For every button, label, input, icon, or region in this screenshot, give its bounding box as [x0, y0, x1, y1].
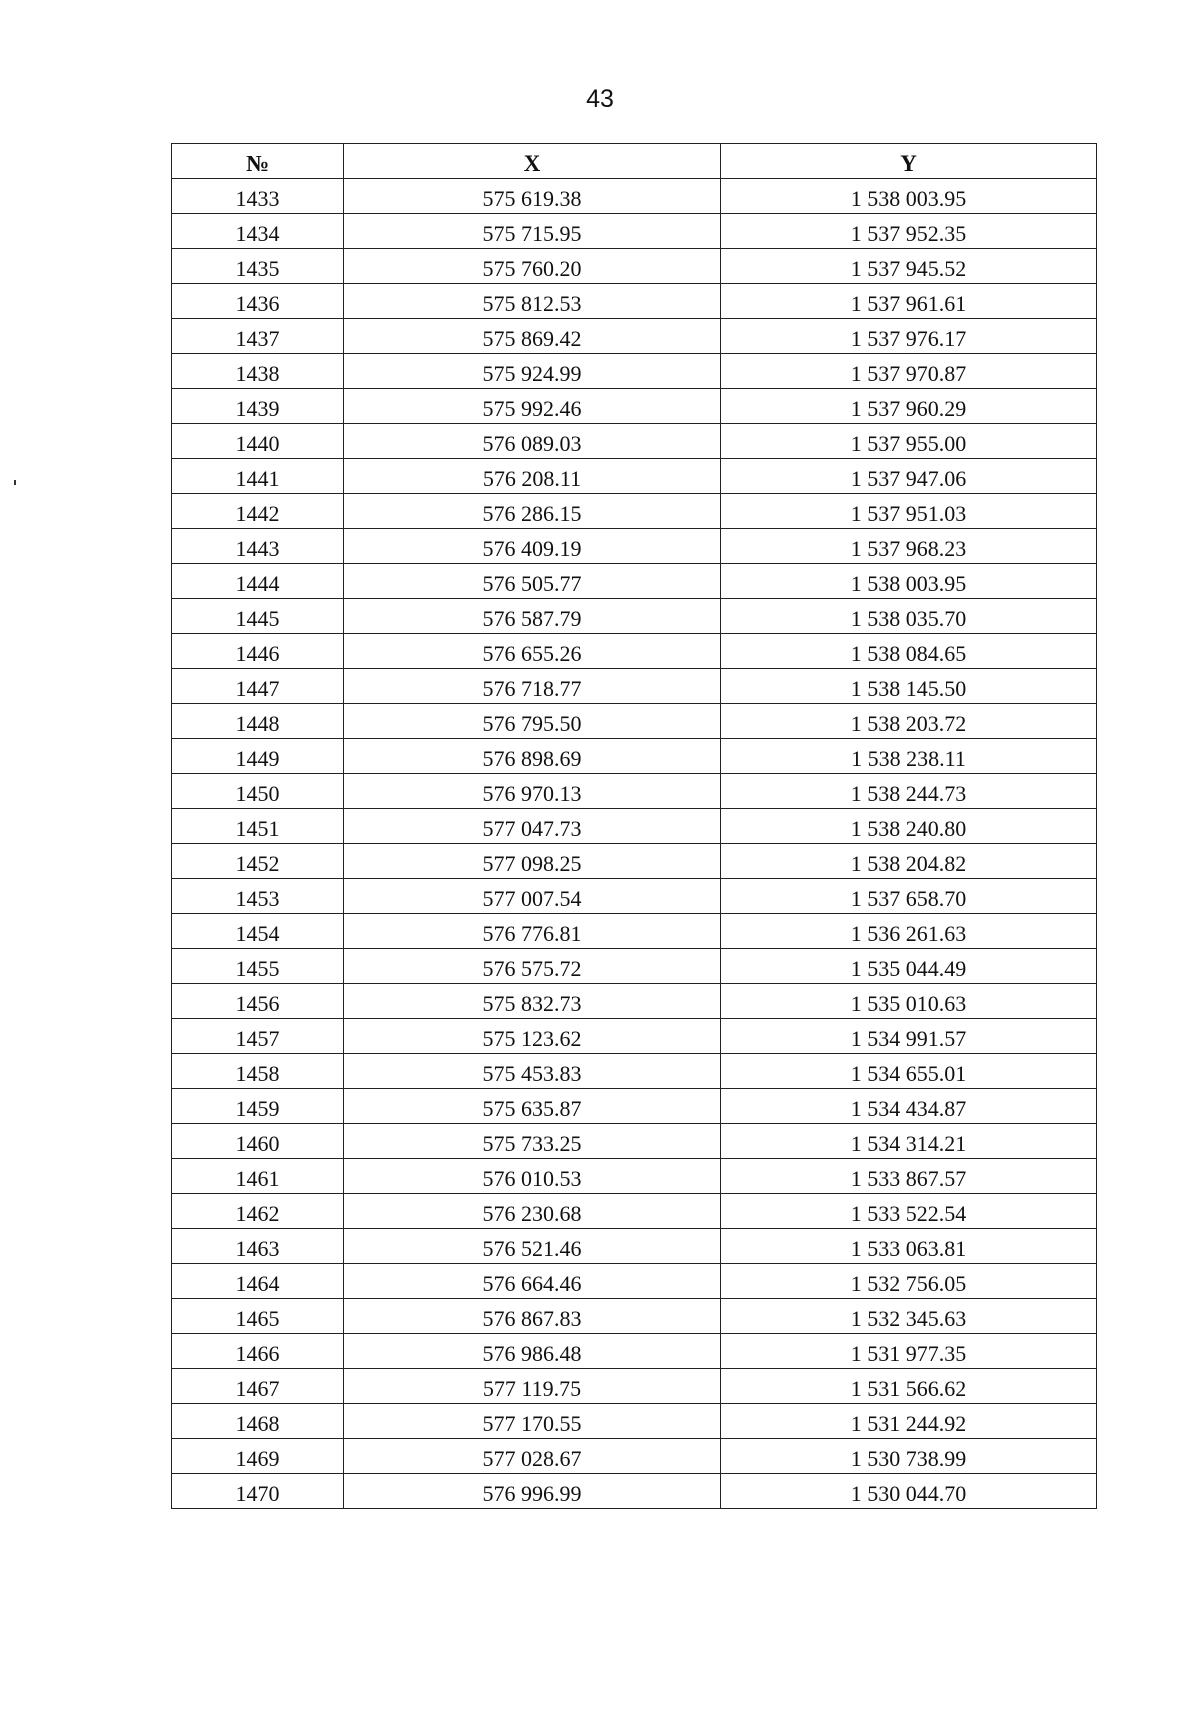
cell-number: 1464 — [172, 1264, 344, 1299]
cell-y: 1 538 204.82 — [721, 844, 1097, 879]
cell-number: 1457 — [172, 1019, 344, 1054]
table-row — [172, 459, 1097, 494]
cell-y: 1 534 991.57 — [721, 1019, 1097, 1054]
table-row — [172, 809, 1097, 844]
cell-x: 575 812.53 — [344, 284, 721, 319]
cell-x: 575 760.20 — [344, 249, 721, 284]
cell-x: 576 575.72 — [344, 949, 721, 984]
cell-number: 1446 — [172, 634, 344, 669]
cell-y: 1 538 003.95 — [721, 179, 1097, 214]
header-x: X — [344, 144, 721, 179]
table-row — [172, 1194, 1097, 1229]
cell-number: 1467 — [172, 1369, 344, 1404]
cell-number: 1469 — [172, 1439, 344, 1474]
cell-x: 575 924.99 — [344, 354, 721, 389]
cell-x: 577 098.25 — [344, 844, 721, 879]
cell-y: 1 538 203.72 — [721, 704, 1097, 739]
cell-y: 1 538 035.70 — [721, 599, 1097, 634]
table-row — [172, 1334, 1097, 1369]
cell-number: 1444 — [172, 564, 344, 599]
table-row — [172, 214, 1097, 249]
cell-number: 1453 — [172, 879, 344, 914]
cell-number: 1452 — [172, 844, 344, 879]
cell-x: 576 587.79 — [344, 599, 721, 634]
cell-y: 1 537 961.61 — [721, 284, 1097, 319]
table-row — [172, 179, 1097, 214]
table-row — [172, 1124, 1097, 1159]
cell-number: 1456 — [172, 984, 344, 1019]
cell-number: 1441 — [172, 459, 344, 494]
table-row — [172, 634, 1097, 669]
coordinates-table — [171, 143, 1097, 1509]
cell-number: 1439 — [172, 389, 344, 424]
table-row — [172, 1404, 1097, 1439]
cell-x: 576 996.99 — [344, 1474, 721, 1509]
cell-x: 576 970.13 — [344, 774, 721, 809]
cell-x: 577 028.67 — [344, 1439, 721, 1474]
cell-x: 575 715.95 — [344, 214, 721, 249]
cell-x: 575 992.46 — [344, 389, 721, 424]
cell-x: 575 619.38 — [344, 179, 721, 214]
cell-number: 1451 — [172, 809, 344, 844]
table-row — [172, 529, 1097, 564]
table-header — [172, 144, 1097, 179]
cell-x: 576 010.53 — [344, 1159, 721, 1194]
cell-number: 1442 — [172, 494, 344, 529]
cell-number: 1449 — [172, 739, 344, 774]
cell-x: 577 119.75 — [344, 1369, 721, 1404]
cell-x: 576 505.77 — [344, 564, 721, 599]
cell-x: 576 208.11 — [344, 459, 721, 494]
header-number: № — [172, 144, 344, 179]
cell-x: 576 230.68 — [344, 1194, 721, 1229]
cell-number: 1437 — [172, 319, 344, 354]
cell-y: 1 534 655.01 — [721, 1054, 1097, 1089]
table-row — [172, 599, 1097, 634]
cell-y: 1 538 145.50 — [721, 669, 1097, 704]
cell-y: 1 532 345.63 — [721, 1299, 1097, 1334]
table-body — [172, 179, 1097, 1509]
cell-x: 576 286.15 — [344, 494, 721, 529]
table-row — [172, 354, 1097, 389]
table-row — [172, 424, 1097, 459]
header-y: Y — [721, 144, 1097, 179]
cell-y: 1 531 566.62 — [721, 1369, 1097, 1404]
table-row — [172, 739, 1097, 774]
cell-number: 1433 — [172, 179, 344, 214]
cell-y: 1 530 044.70 — [721, 1474, 1097, 1509]
cell-x: 577 007.54 — [344, 879, 721, 914]
table-row — [172, 1229, 1097, 1264]
cell-y: 1 537 658.70 — [721, 879, 1097, 914]
cell-x: 575 832.73 — [344, 984, 721, 1019]
cell-y: 1 531 977.35 — [721, 1334, 1097, 1369]
table-row — [172, 914, 1097, 949]
table-row — [172, 1019, 1097, 1054]
cell-number: 1462 — [172, 1194, 344, 1229]
page-number: 43 — [586, 85, 614, 113]
cell-x: 575 733.25 — [344, 1124, 721, 1159]
table-row — [172, 494, 1097, 529]
cell-y: 1 537 976.17 — [721, 319, 1097, 354]
cell-y: 1 537 951.03 — [721, 494, 1097, 529]
table-row — [172, 774, 1097, 809]
table-row — [172, 1439, 1097, 1474]
cell-number: 1440 — [172, 424, 344, 459]
cell-number: 1470 — [172, 1474, 344, 1509]
cell-y: 1 530 738.99 — [721, 1439, 1097, 1474]
table-row — [172, 844, 1097, 879]
table-row — [172, 564, 1097, 599]
cell-number: 1459 — [172, 1089, 344, 1124]
cell-x: 576 867.83 — [344, 1299, 721, 1334]
table-row — [172, 1369, 1097, 1404]
cell-y: 1 535 044.49 — [721, 949, 1097, 984]
cell-x: 575 635.87 — [344, 1089, 721, 1124]
cell-y: 1 533 063.81 — [721, 1229, 1097, 1264]
table-row — [172, 949, 1097, 984]
cell-y: 1 537 955.00 — [721, 424, 1097, 459]
cell-y: 1 537 952.35 — [721, 214, 1097, 249]
table-row — [172, 1054, 1097, 1089]
cell-y: 1 538 003.95 — [721, 564, 1097, 599]
cell-number: 1447 — [172, 669, 344, 704]
cell-number: 1436 — [172, 284, 344, 319]
cell-number: 1461 — [172, 1159, 344, 1194]
cell-x: 575 123.62 — [344, 1019, 721, 1054]
cell-y: 1 534 314.21 — [721, 1124, 1097, 1159]
table-row — [172, 704, 1097, 739]
cell-number: 1434 — [172, 214, 344, 249]
cell-number: 1450 — [172, 774, 344, 809]
cell-y: 1 531 244.92 — [721, 1404, 1097, 1439]
cell-y: 1 532 756.05 — [721, 1264, 1097, 1299]
table-row — [172, 249, 1097, 284]
table-row — [172, 1159, 1097, 1194]
cell-number: 1448 — [172, 704, 344, 739]
cell-number: 1454 — [172, 914, 344, 949]
cell-x: 576 409.19 — [344, 529, 721, 564]
table-row — [172, 879, 1097, 914]
table-row — [172, 1299, 1097, 1334]
scan-speck — [14, 480, 16, 485]
cell-x: 576 655.26 — [344, 634, 721, 669]
cell-x: 576 664.46 — [344, 1264, 721, 1299]
cell-number: 1438 — [172, 354, 344, 389]
cell-x: 575 453.83 — [344, 1054, 721, 1089]
cell-x: 575 869.42 — [344, 319, 721, 354]
cell-x: 577 170.55 — [344, 1404, 721, 1439]
cell-number: 1466 — [172, 1334, 344, 1369]
cell-y: 1 537 947.06 — [721, 459, 1097, 494]
table-row — [172, 669, 1097, 704]
table-row — [172, 389, 1097, 424]
cell-y: 1 534 434.87 — [721, 1089, 1097, 1124]
header-row — [172, 144, 1097, 179]
table-row — [172, 1264, 1097, 1299]
table-row — [172, 1089, 1097, 1124]
cell-x: 576 898.69 — [344, 739, 721, 774]
cell-number: 1443 — [172, 529, 344, 564]
cell-y: 1 537 960.29 — [721, 389, 1097, 424]
cell-x: 576 795.50 — [344, 704, 721, 739]
cell-x: 576 718.77 — [344, 669, 721, 704]
cell-number: 1463 — [172, 1229, 344, 1264]
cell-x: 576 986.48 — [344, 1334, 721, 1369]
cell-number: 1458 — [172, 1054, 344, 1089]
cell-number: 1445 — [172, 599, 344, 634]
cell-number: 1455 — [172, 949, 344, 984]
cell-y: 1 533 867.57 — [721, 1159, 1097, 1194]
cell-y: 1 538 244.73 — [721, 774, 1097, 809]
cell-y: 1 537 945.52 — [721, 249, 1097, 284]
table-row — [172, 284, 1097, 319]
cell-number: 1435 — [172, 249, 344, 284]
cell-y: 1 535 010.63 — [721, 984, 1097, 1019]
cell-number: 1468 — [172, 1404, 344, 1439]
table-row — [172, 319, 1097, 354]
cell-y: 1 538 084.65 — [721, 634, 1097, 669]
cell-x: 576 776.81 — [344, 914, 721, 949]
cell-y: 1 538 240.80 — [721, 809, 1097, 844]
cell-y: 1 538 238.11 — [721, 739, 1097, 774]
cell-x: 577 047.73 — [344, 809, 721, 844]
cell-x: 576 089.03 — [344, 424, 721, 459]
table-row — [172, 1474, 1097, 1509]
cell-y: 1 533 522.54 — [721, 1194, 1097, 1229]
cell-y: 1 537 968.23 — [721, 529, 1097, 564]
cell-x: 576 521.46 — [344, 1229, 721, 1264]
cell-y: 1 536 261.63 — [721, 914, 1097, 949]
table-row — [172, 984, 1097, 1019]
cell-y: 1 537 970.87 — [721, 354, 1097, 389]
cell-number: 1465 — [172, 1299, 344, 1334]
cell-number: 1460 — [172, 1124, 344, 1159]
